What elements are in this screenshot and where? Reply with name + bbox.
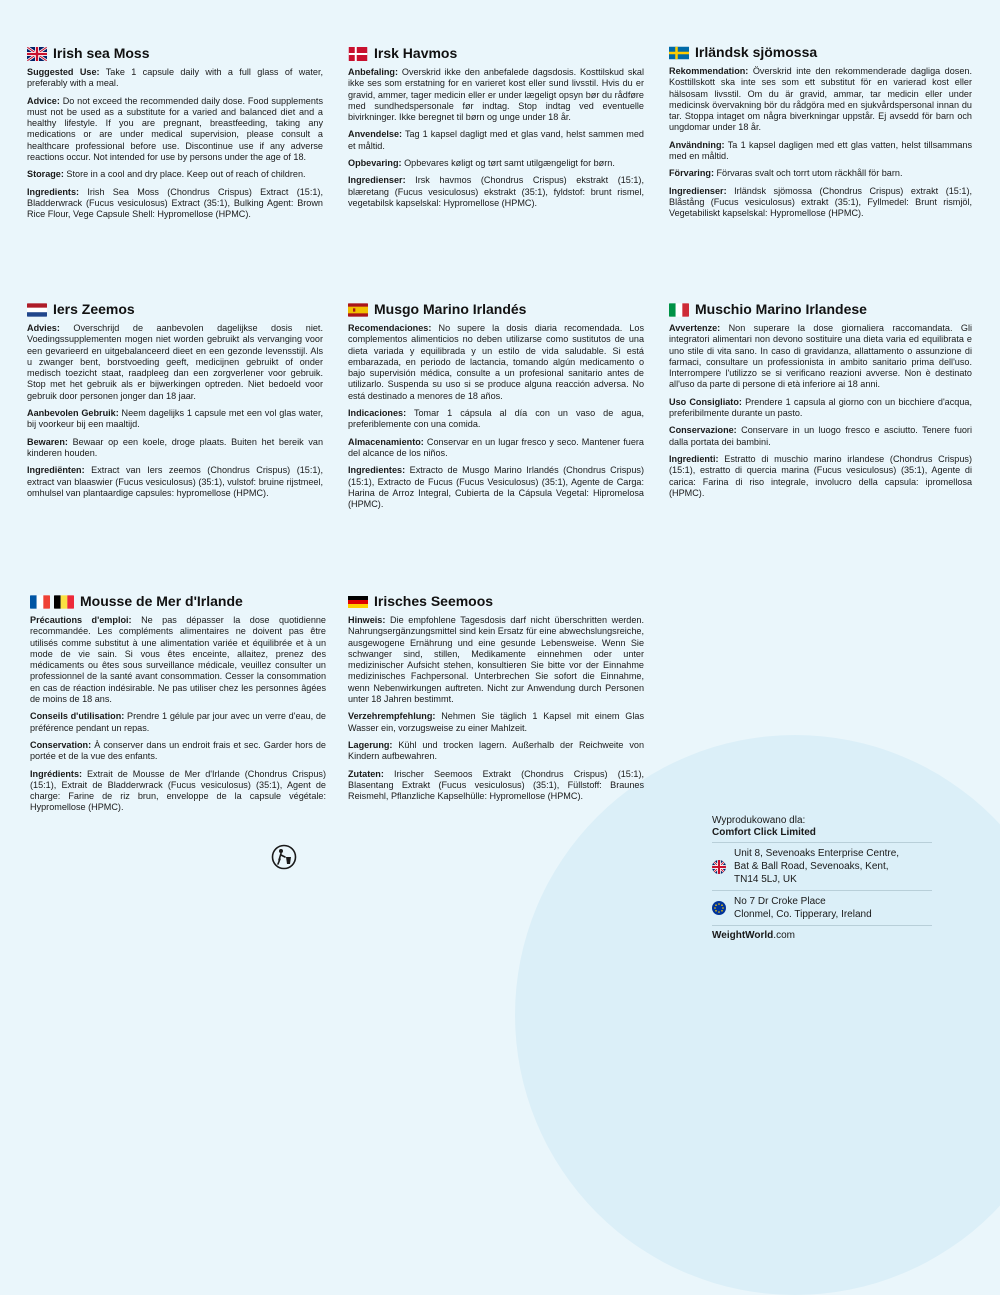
section-italian — [669, 299, 972, 505]
section-swedish — [669, 42, 972, 226]
france-flag-icon — [30, 595, 50, 609]
eu-flag-icon — [712, 901, 726, 915]
section-spanish — [348, 299, 644, 516]
paragraph: Ingrediënten: Extract van Iers zeemos (Chondrus Crispus) (15:1), extract van blaaswier (Fucus vesiculosus) (35:1), vulstof: bruine rijstmeel, omhulsel van plantaardige capsules: hypromellose (HPMC). — [27, 465, 323, 498]
paragraph: Conservation: À conserver dans un endroit frais et sec. Garder hors de portée et de la vue des enfants. — [30, 739, 326, 762]
paragraph: Ingredients: Irish Sea Moss (Chondrus Crispus) Extract (15:1), Bladderwrack (Fucus vesiculosus) Extract (35:1), Bulking Agent: Brown Rice Flour, Vege Capsule Shell: Hypromellose (HPMC). — [27, 186, 323, 220]
brand-name: WeightWorld.com — [712, 925, 932, 942]
paragraph: Bewaren: Bewaar op een koele, droge plaats. Buiten het bereik van kinderen houden. — [27, 436, 323, 458]
section-title: Irish sea Moss — [53, 45, 150, 62]
address-uk — [712, 842, 932, 890]
paragraph: Précautions d'emploi: Ne pas dépasser la dose quotidienne recommandée. Les compléments alimentaires ne doivent pas être utilisés comme substitut à une alimentation variée et équilibrée et à un mode de vie sain. Si vous êtes enceinte, allaitez, prenez des médicaments ou êtes sous surveillance médicale, veuillez consulter un professionnel de la santé avant consommation. Cesser la consommation en cas de réaction indésirable. Ne pas utiliser chez les personnes âgées de moins de 18 ans. — [30, 615, 326, 705]
paragraph: Storage: Store in a cool and dry place. Keep out of reach of children. — [27, 169, 306, 180]
paragraph: Advies: Overschrijd de aanbevolen dagelijkse dosis niet. Voedingssupplementen mogen niet worden gebruikt als vervanging voor een gevarieerd en uitgebalanceerd dieet en een gezonde levensstijl. Als u zwanger bent, borstvoeding geeft, medicijnen gebruikt of onder medisch toezicht staat, raadpleeg dan een zorgverlener voor gebruik. Stop met het gebruik als er bijwerkingen optreden. Niet bedoeld voor gebruik door personen jonger dan 18 jaar. — [27, 323, 323, 401]
sweden-flag-icon — [669, 46, 689, 60]
address-line: TN14 5LJ, UK — [734, 874, 797, 885]
paragraph: Aanbevolen Gebruik: Neem dagelijks 1 capsule met een vol glas water, bij voorkeur bij een maaltijd. — [27, 408, 323, 430]
paragraph: Recomendaciones: No supere la dosis diaria recomendada. Los complementos alimenticios no deben utilizarse como sustitutos de una dieta variada y equilibrada y un estilo de vida saludable. Si está embarazada, en periodo de lactancia, tomando algún medicamento o bajo supervisión médica, consulte a un profesional sanitario antes de utilizarlo. Suspenda su uso si se produce alguna reacción adversa. No está destinado a menores de 18 años. — [348, 323, 644, 401]
section-dutch — [27, 299, 323, 505]
paragraph: Lagerung: Kühl und trocken lagern. Außerhalb der Reichweite von Kindern aufbewahren. — [348, 739, 644, 762]
belgium-flag-icon — [54, 595, 74, 609]
paragraph: Uso Consigliato: Prendere 1 capsula al giorno con un bicchiere d'acqua, preferibilmente durante un pasto. — [669, 396, 972, 419]
section-title: Mousse de Mer d'Irlande — [80, 593, 243, 610]
section-title: Irländsk sjömossa — [695, 44, 818, 61]
germany-flag-icon — [348, 595, 368, 609]
paragraph: Ingredientes: Extracto de Musgo Marino Irlandés (Chondrus Crispus) (15:1), Extracto de Fucus (Fucus Vesiculosus) (35:1), Agente de Carga: Harina de Arroz Integral, Cubierta de la Cápsula Vegetal: Hipromelosa (HPMC). — [348, 465, 644, 510]
address-line: Unit 8, Sevenoaks Enterprise Centre, — [734, 848, 900, 859]
denmark-flag-icon — [348, 47, 368, 61]
manufacturer-info — [712, 815, 932, 942]
italy-flag-icon — [669, 303, 689, 317]
paragraph: Anvendelse: Tag 1 kapsel dagligt med et glas vand, helst sammen med et måltid. — [348, 129, 644, 151]
netherlands-flag-icon — [27, 303, 47, 317]
paragraph: Ingredienti: Estratto di muschio marino irlandese (Chondrus Crispus) (15:1), estratto di quercia marina (Fucus vesiculosus) (35:1), Agente di carica: Farina di riso integrale, involucro della capsula: ipromellosa (HPMC). — [669, 453, 972, 498]
made-for-label: Wyprodukowano dla: — [712, 815, 806, 826]
section-french — [30, 591, 326, 820]
paragraph: Ingredienser: Irsk havmos (Chondrus Crispus) ekstrakt (15:1), blæretang (Fucus vesiculosus) ekstrakt (35:1), fyldstof: brunt rismel, vegetabilsk kapselskal: Hypromellose (HPMC). — [348, 175, 644, 208]
dispose-bin-icon — [271, 844, 297, 875]
section-title: Musgo Marino Irlandés — [374, 301, 527, 318]
address-line: Clonmel, Co. Tipperary, Ireland — [734, 909, 872, 920]
paragraph: Zutaten: Irischer Seemoos Extrakt (Chondrus Crispus) (15:1), Blasentang Extrakt (Fucus vesiculosus) (35:1), Füllstoff: Braunes Reismehl, Pflanzliche Kapselhülle: Hypromellose (HPMC). — [348, 768, 644, 802]
section-english — [27, 43, 323, 227]
uk-flag-icon — [712, 860, 726, 874]
section-title: Iers Zeemos — [53, 301, 135, 318]
address-line: No 7 Dr Croke Place — [734, 896, 826, 907]
paragraph: Användning: Ta 1 kapsel dagligen med ett glas vatten, helst tillsammans med en måltid. — [669, 139, 972, 162]
paragraph: Conseils d'utilisation: Prendre 1 gélule par jour avec un verre d'eau, de préférence pendant un repas. — [30, 711, 326, 733]
paragraph: Indicaciones: Tomar 1 cápsula al día con un vaso de agua, preferiblemente con una comida. — [348, 408, 644, 430]
paragraph: Almacenamiento: Conservar en un lugar fresco y seco. Mantener fuera del alcance de los niños. — [348, 436, 644, 458]
section-title: Irisches Seemoos — [374, 593, 494, 610]
paragraph: Suggested Use: Take 1 capsule daily with a full glass of water, preferably with a meal. — [27, 67, 323, 89]
paragraph: Opbevaring: Opbevares køligt og tørt samt utilgængeligt for børn. — [348, 158, 615, 169]
paragraph: Rekommendation: Överskrid inte den rekommenderade dagliga dosen. Kosttillskott ska inte ses som ett substitut för en varierad kost eller hälsosam livsstil. Om du är gravid, ammar, tar medicin eller under medicinsk övervakning bör du rådgöra med en sjukvårdspersonal innan du tar. Stoppa intaget om några biverkningar uppstår. Ej avsedd för barn och ungdomar under 18 år. — [669, 66, 972, 133]
company-name: Comfort Click Limited — [712, 827, 816, 838]
section-danish — [348, 43, 644, 215]
paragraph: Anbefaling: Overskrid ikke den anbefalede dagsdosis. Kosttilskud skal ikke ses som erstatning for en varieret kost eller sund livsstil. Hvis du er gravid, ammer, tager medicin eller er under lægeligt opsyn bør du rådføre med sundhedspersonale før indtag. Stop indtag ved eventuelle bivirkninger. Ikke beregnet til børn og unge under 18 år. — [348, 67, 644, 123]
paragraph: Conservazione: Conservare in un luogo fresco e asciutto. Tenere fuori dalla portata dei bambini. — [669, 425, 972, 447]
section-german — [348, 591, 644, 808]
paragraph: Ingrédients: Extrait de Mousse de Mer d'Irlande (Chondrus Crispus) (15:1), Extrait de Bladderwrack (Fucus vesiculosus) (35:1), Agent de charge: Farine de riz brun, enveloppe de la capsule végétale: Hypromellose (HPMC). — [30, 768, 326, 813]
address-ie — [712, 890, 932, 925]
section-title: Muschio Marino Irlandese — [695, 301, 867, 318]
uk-flag-icon — [27, 47, 47, 61]
paragraph: Avvertenze: Non superare la dose giornaliera raccomandata. Gli integratori alimentari non devono sostituire una dieta varia ed equilibrata e uno stile di vita sano. In caso di gravidanza, allattamento o assunzione di farmaci, consultare un professionista in ambito sanitario prima dell'uso. Interrompere l'utilizzo se si verificano reazioni avverse. Non è destinato all'uso da parte di persone di età inferiore ai 18 anni. — [669, 323, 972, 390]
paragraph: Advice: Do not exceed the recommended daily dose. Food supplements must not be used as a substitute for a varied and balanced diet and a healthy lifestyle. If you are pregnant, breastfeeding, taking any medications or are under medical supervision, please consult a healthcare professional before use. Discontinue use if any adverse reactions occur. Not intended for use by persons under the age of 18. — [27, 95, 323, 163]
spain-flag-icon — [348, 303, 368, 317]
section-title: Irsk Havmos — [374, 45, 458, 62]
paragraph: Verzehrempfehlung: Nehmen Sie täglich 1 Kapsel mit einem Glas Wasser ein, vorzugsweise zu einer Mahlzeit. — [348, 711, 644, 733]
paragraph: Ingredienser: Irländsk sjömossa (Chondrus Crispus) extrakt (15:1), Blåstång (Fucus vesiculosus) extrakt (35:1), Fyllmedel: Brunt rismjöl, Vegetabiliskt kapselskal: Hypromellose (HPMC). — [669, 185, 972, 219]
address-line: Bat & Ball Road, Sevenoaks, Kent, — [734, 861, 889, 872]
paragraph: Förvaring: Förvaras svalt och torrt utom räckhåll för barn. — [669, 168, 903, 179]
paragraph: Hinweis: Die empfohlene Tagesdosis darf nicht überschritten werden. Nahrungsergänzungsmittel sind kein Ersatz für eine abwechslungsreiche, ausgewogene Ernährung und eine gesunde Lebensweise. Wenn Sie schwanger sind, stillen, Medikamente einnehmen oder unter medizinischer Aufsicht stehen, konsultieren Sie bitte vor der Einnahme medizinisches Fachpersonal. Unterbrechen Sie sofort die Einnahme, wenn Nebenwirkungen auftreten. Nicht zur Anwendung durch Personen unter 18 Jahren bestimmt. — [348, 615, 644, 705]
